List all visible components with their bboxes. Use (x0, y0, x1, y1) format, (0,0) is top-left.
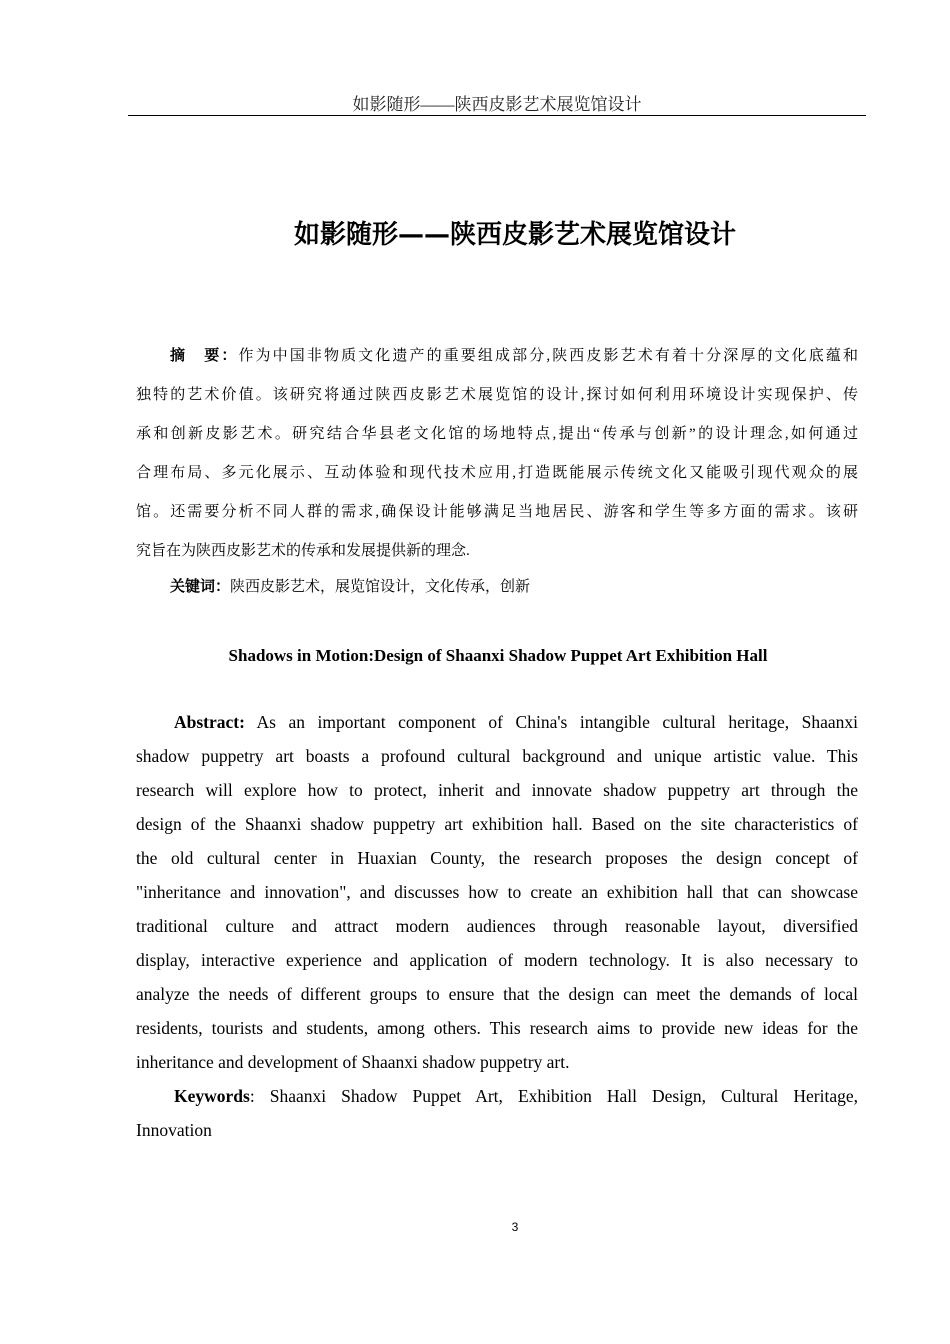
english-keywords-cont: Innovation (136, 1120, 212, 1140)
abstract-label: 摘 要： (170, 348, 239, 364)
abstract-line: 究旨在为陕西皮影艺术的传承和发展提供新的理念. (136, 543, 470, 559)
abstract-line: 馆。还需要分析不同人群的需求,确保设计能够满足当地居民、游客和学生等多方面的需求。该研 (136, 504, 858, 520)
page-title: 如影随形——陕西皮影艺术展览馆设计 (293, 220, 736, 250)
chinese-keywords: 关键词：陕西皮影艺术，展览馆设计，文化传承，创新 (170, 579, 531, 595)
abstract-line: the old cultural center in Huaxian County, the research proposes the design concept of (136, 848, 858, 868)
keywords-label: 关键词： (170, 579, 231, 595)
abstract-line: 承和创新皮影艺术。研究结合华县老文化馆的场地特点,提出“传承与创新”的设计理念,如何通过 (136, 426, 858, 442)
running-header: 如影随形——陕西皮影艺术展览馆设计 (352, 95, 642, 114)
english-keywords: Keywords: Shaanxi Shadow Puppet Art, Exhibition Hall Design, Cultural Heritage, (174, 1086, 858, 1106)
abstract-line: "inheritance and innovation", and discusses how to create an exhibition hall that can showcase (136, 882, 858, 902)
abstract-line: 合理布局、多元化展示、互动体验和现代技术应用,打造既能展示传统文化又能吸引现代观众的展 (136, 465, 858, 481)
abstract-line: 摘 要：作为中国非物质文化遗产的重要组成部分,陕西皮影艺术有着十分深厚的文化底蕴和 (170, 348, 858, 364)
abstract-line: design of the Shaanxi shadow puppetry art exhibition hall. Based on the site characteristics of (136, 814, 858, 834)
english-abstract (136, 708, 858, 1150)
abstract-line: Abstract: As an important component of China's intangible cultural heritage, Shaanxi (174, 712, 858, 732)
abstract-line: display, interactive experience and application of modern technology. It is also necessary to (136, 950, 858, 970)
abstract-line: 独特的艺术价值。该研究将通过陕西皮影艺术展览馆的设计,探讨如何利用环境设计实现保护、传 (136, 387, 858, 403)
english-title: Shadows in Motion:Design of Shaanxi Shadow Puppet Art Exhibition Hall (228, 646, 768, 665)
abstract-line: inheritance and development of Shaanxi shadow puppetry art. (136, 1052, 570, 1072)
abstract-line: research will explore how to protect, inherit and innovate shadow puppetry art through the (136, 780, 858, 800)
abstract-line: traditional culture and attract modern audiences through reasonable layout, diversified (136, 916, 858, 936)
chinese-abstract (136, 343, 858, 577)
abstract-line: residents, tourists and students, among others. This research aims to provide new ideas for the (136, 1018, 858, 1038)
abstract-label: Abstract: (174, 712, 245, 732)
keywords-label: Keywords (174, 1086, 250, 1106)
abstract-line: analyze the needs of different groups to ensure that the design can meet the demands of local (136, 984, 858, 1004)
page-number: 3 (511, 1220, 519, 1234)
header-divider (128, 115, 866, 116)
abstract-line: shadow puppetry art boasts a profound cultural background and unique artistic value. This (136, 746, 858, 766)
